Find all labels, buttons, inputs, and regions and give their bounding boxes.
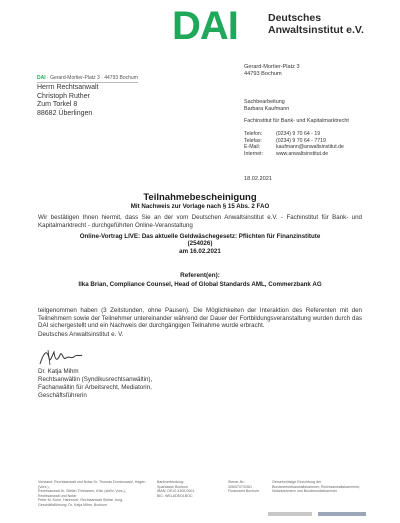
clerk-label: Sachbearbeitung: [244, 99, 285, 105]
footer-line: 306/5707/0361: [228, 484, 252, 489]
sender-return-line: [37, 75, 138, 83]
sender-prefix: DAI: [37, 75, 46, 81]
sender-address: · Gerard-Mortier-Platz 3 · 44793 Bochum: [45, 75, 138, 81]
recipient-line: 88682 Überlingen: [37, 109, 93, 117]
event-number: (254026): [187, 240, 213, 248]
document-subtitle: Mit Nachweis zur Vorlage nach § 15 Abs. 2 FAO: [130, 203, 270, 210]
department-name: Fachinstitut für Bank- und Kapitalmarktrecht: [244, 118, 349, 124]
logo-line-1: Deutsches: [268, 12, 322, 24]
clerk-name: Barbara Kaufmann: [244, 106, 290, 112]
footer-line: Finanzamt Bochum: [228, 489, 259, 494]
footer-bank: [157, 480, 223, 498]
event-title: Online-Vortrag LIVE: Das aktuelle Geldwäschegesetz: Pflichten für Finanzinstitute: [79, 233, 321, 240]
signer-block: [38, 368, 152, 400]
address-line: Gerard-Mortier-Platz 3: [244, 64, 300, 70]
footer-line: Bankverbindung:: [157, 480, 184, 484]
footer-line: Sparkasse Bochum: [157, 484, 189, 489]
logo-line-2: Anwaltsinstitut e.V.: [268, 24, 364, 36]
footer-affiliation: [272, 480, 370, 494]
signer-title: Geschäftsführerin: [38, 392, 87, 399]
institute-address: [244, 64, 300, 78]
referent-names: Ilka Brian, Compliance Counsel, Head of Global Standards AML, Commerzbank AG: [78, 281, 322, 288]
partner-logo: [318, 512, 366, 516]
clerk-block: [244, 99, 289, 113]
partner-logo: [268, 512, 312, 516]
footer-line: Geschäftsführung: Dr. Katja Mihm, Bochum: [38, 502, 108, 507]
contact-row-phone: [244, 131, 344, 138]
signature-graphic: [38, 346, 84, 368]
contact-row-web: [244, 151, 344, 158]
contact-value: www.anwaltsinstitut.de: [276, 150, 329, 157]
signer-title: Fachanwältin für Arbeitsrecht, Mediatorin,: [38, 384, 152, 391]
contact-label: Telefax:: [244, 137, 262, 144]
participation-paragraph: teilgenommen haben (3 Zeitstunden, ohne Pausen). Die Möglichkeiten der Interaktion des Referenten mit den Teilnehmern sowie der Teilnehmer untereinander während der Dauer der Fortbildungsveranstaltung wurden durch das DAI sichergestellt und ein Nachweis der durchgängigen Teilnahme wurde erbracht.: [38, 307, 362, 330]
recipient-line: Herrn Rechtsanwalt: [37, 84, 99, 91]
referent-heading: Referent(en):: [180, 272, 220, 279]
contact-value: (0234) 9 70 64 - 19: [276, 131, 321, 137]
contact-row-email: [244, 144, 344, 151]
footer-tax: [228, 480, 270, 494]
address-line: 44793 Bochum: [244, 71, 282, 77]
recipient-line: Christoph Ruther: [37, 92, 90, 100]
signer-title: Rechtsanwältin (Syndikusrechtsanwältin),: [38, 376, 153, 383]
contact-value: kaufmann@anwaltsinstitut.de: [276, 144, 344, 151]
contact-row-fax: [244, 138, 344, 145]
footer-board: [38, 480, 148, 508]
contact-details: [244, 131, 344, 157]
footer-line: Steuer-Nr.:: [228, 480, 246, 484]
footer-line: BIC: WELADED1BOC: [157, 493, 193, 498]
dai-logo-mark: DAI: [172, 4, 238, 48]
organization-name: Deutsches Anwaltsinstitut e. V.: [38, 331, 124, 338]
document-title: Teilnahmebescheinigung: [143, 192, 257, 203]
footer-badges: [268, 505, 372, 523]
recipient-address: [37, 84, 98, 118]
footer-line: Peter M. Kuhn, Hannover, Rechtsanwalt Stefan Jung,: [38, 498, 124, 503]
contact-value: (0234) 9 70 64 - 7719: [276, 137, 326, 144]
contact-label: Telefon:: [244, 131, 263, 137]
footer-line: Rechtsanwalt Dr. Stefan Thönissen, Köln (stellv. Vors.), Rechtsanwalt und Notar: [38, 489, 126, 498]
letter-date: 18.02.2021: [244, 176, 272, 182]
intro-paragraph: Wir bestätigen Ihnen hiermit, dass Sie an der vom Deutschen Anwaltsinstitut e.V. - Fachinstitut für Bank- und Kapitalmarktrecht - durchgeführten Online-Veranstaltung: [38, 214, 362, 229]
contact-label: E-Mail:: [244, 144, 261, 151]
dai-logo-text: [268, 12, 364, 36]
footer-line: Vorstand: Rechtsanwalt und Notar Dr. Thomas Dombrowski, Hagen (Vors.),: [38, 480, 146, 489]
event-date: am 16.02.2021: [179, 247, 221, 255]
contact-label: Internet:: [244, 150, 264, 157]
footer-line: Gemeinnützige Einrichtung der: [272, 480, 322, 484]
footer-line: Notarkammern und Bundesnotarkammer: [272, 489, 338, 494]
footer-line: Bundesrechtsanwaltskammer, Rechtsanwaltskammern,: [272, 484, 361, 489]
signer-name: Dr. Katja Mihm: [38, 368, 79, 375]
recipient-line: Zum Torkel 8: [37, 101, 78, 109]
footer-line: IBAN: DE10 4305 0001: [157, 489, 195, 494]
event-block: [30, 233, 370, 255]
